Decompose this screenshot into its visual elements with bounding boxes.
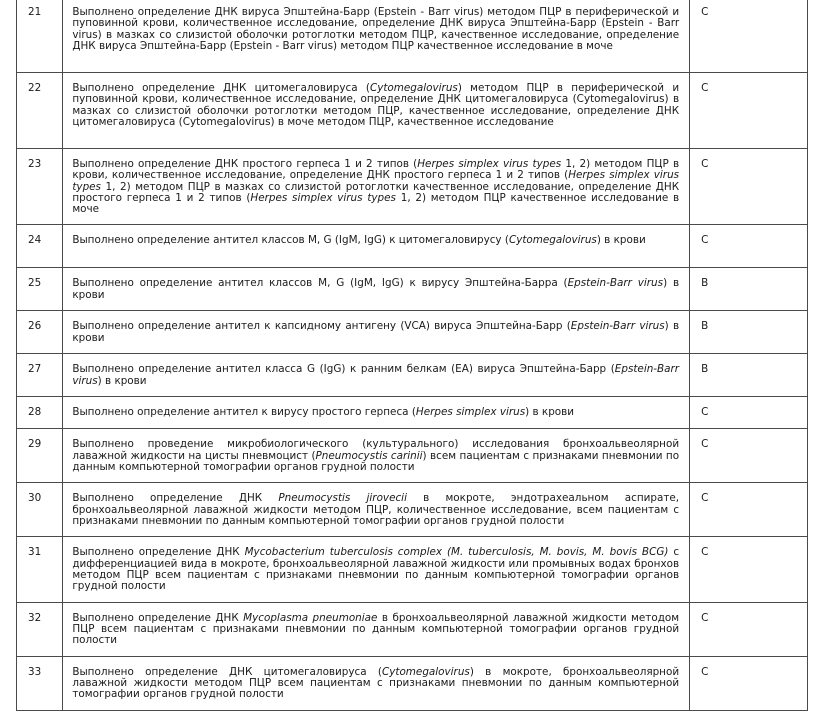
table-row xyxy=(17,656,808,710)
criterion-text-italic: Herpes simplex virus types xyxy=(417,158,562,170)
evidence-level: С xyxy=(690,656,808,710)
criterion-text-segment: ) в крови xyxy=(72,277,680,301)
row-number: 23 xyxy=(17,149,63,225)
table-row xyxy=(17,483,808,537)
criteria-table-body xyxy=(17,0,808,710)
table-row xyxy=(17,0,808,73)
criterion-text-italic: Pneumocystis carinii xyxy=(315,449,423,462)
table-row xyxy=(17,73,808,149)
criterion-text-italic: Cytomegalovirus xyxy=(381,665,470,678)
evidence-level: С xyxy=(690,149,808,225)
table-row xyxy=(17,311,808,354)
criterion-text-italic: Mycobacterium tuberculosis complex (M. tuberculosis, M. bovis, M. bovis BCG) xyxy=(244,546,669,559)
evidence-level: С xyxy=(690,225,808,268)
criterion-text-segment: 1, 2) методом ПЦР качественное исследование в моче xyxy=(72,191,680,216)
criterion-text xyxy=(63,537,690,602)
criterion-text-italic: Herpes simplex virus types xyxy=(72,169,680,193)
criterion-text-segment: Выполнено определение ДНК вируса Эпштейна-Барр (Epstein - Barr virus) методом ПЦР в периферической и пуповинной крови, количественное исследование, определение ДНК вируса Эпштейна-Барр (Epstein - Barr virus) в мазках со слизистой оболочки ротоглотки методом ПЦР, качественное исследование, определение ДНК вируса Эпштейна-Барр (Epstein - Barr virus) методом ПЦР качественное исследование в моче xyxy=(72,6,680,52)
criterion-text-segment: Выполнено определение ДНК xyxy=(72,611,244,624)
criterion-text xyxy=(63,602,690,656)
criterion-text-segment: в бронхоальвеолярной лаважной жидкости методом ПЦР всем пациентам с признаками пневмонии по данным компьютерной томографии органов грудной полости xyxy=(72,611,680,647)
criterion-text-segment: ) в крови xyxy=(97,374,147,387)
criterion-text xyxy=(63,397,690,429)
criterion-text xyxy=(63,656,690,710)
criterion-text-italic: Mycoplasma pneumoniae xyxy=(243,611,378,624)
criterion-text-segment: ) в крови xyxy=(72,320,680,344)
criterion-text-italic: Pneumocystis jirovecii xyxy=(278,492,407,505)
row-number: 31 xyxy=(17,537,63,602)
criterion-text-segment: 1, 2) методом ПЦР в крови, количественное исследование, определение ДНК простого герпеса 1 и 2 типов ( xyxy=(72,158,680,182)
row-number: 32 xyxy=(17,602,63,656)
table-row xyxy=(17,268,808,311)
evidence-level: В xyxy=(690,268,808,311)
criterion-text-segment: ) в крови xyxy=(525,406,575,419)
evidence-level: С xyxy=(690,397,808,429)
criterion-text-segment: с дифференциацией вида в мокроте, бронхоальвеолярной лаважной жидкости или промывных водах бронхов методом ПЦР всем пациентам с признаками пневмонии по данным компьютерной томографии органов грудной полости xyxy=(72,546,680,593)
criterion-text-segment: ) в мокроте, бронхоальвеолярной лаважной жидкости методом ПЦР всем пациентам с признаками пневмонии по данным компьютерной томографии органов грудной полости xyxy=(72,665,680,701)
row-number: 33 xyxy=(17,656,63,710)
row-number: 24 xyxy=(17,225,63,268)
criterion-text xyxy=(63,354,690,397)
criterion-text-segment: ) в крови xyxy=(596,234,646,247)
criterion-text-segment: Выполнено определение ДНК xyxy=(72,492,279,505)
table-row xyxy=(17,149,808,225)
evidence-level: С xyxy=(690,0,808,73)
criterion-text-italic: Epstein-Barr virus xyxy=(570,320,665,333)
row-number: 30 xyxy=(17,483,63,537)
criterion-text-segment: Выполнено определение антител класса G (IgG) к ранним белкам (EA) вируса Эпштейна-Барр ( xyxy=(72,363,615,376)
table-row xyxy=(17,354,808,397)
criterion-text xyxy=(63,311,690,354)
evidence-level: С xyxy=(690,537,808,602)
row-number: 25 xyxy=(17,268,63,311)
criterion-text-segment: Выполнено определение ДНК цитомегаловируса ( xyxy=(72,82,370,94)
criterion-text xyxy=(63,429,690,483)
table-row xyxy=(17,537,808,602)
criterion-text-italic: Epstein-Barr virus xyxy=(72,363,680,387)
criterion-text xyxy=(63,483,690,537)
row-number: 28 xyxy=(17,397,63,429)
table-row xyxy=(17,429,808,483)
criterion-text-italic: Herpes simplex virus xyxy=(415,406,526,419)
criterion-text-segment: ) методом ПЦР в периферической и пуповинной крови, количественное исследование, определение ДНК цитомегаловируса (Cytomegalovirus) в мазках со слизистой оболочки ротоглотки методом ПЦР, качественное исследование, определение ДНК цитомегаловируса (Cytomegalovirus) в моче методом ПЦР, качественное исследование xyxy=(72,82,680,128)
evidence-level: С xyxy=(690,429,808,483)
criterion-text-segment: Выполнено определение антител к капсидному антигену (VCA) вируса Эпштейна-Барр ( xyxy=(72,320,571,333)
criterion-text xyxy=(63,73,690,149)
evidence-level: В xyxy=(690,354,808,397)
criterion-text xyxy=(63,149,690,225)
table-row xyxy=(17,225,808,268)
row-number: 21 xyxy=(17,0,63,73)
evidence-level: С xyxy=(690,483,808,537)
criterion-text-segment: Выполнено определение антител к вирусу простого герпеса ( xyxy=(72,406,416,419)
criterion-text xyxy=(63,225,690,268)
criterion-text-segment: Выполнено определение антител классов M, G (IgM, IgG) к вирусу Эпштейна-Барра ( xyxy=(72,277,568,290)
criterion-text-segment: 1, 2) методом ПЦР в мазках со слизистой ротоглотки качественное исследование, определение ДНК простого герпеса 1 и 2 типов ( xyxy=(72,180,680,204)
table-row xyxy=(17,602,808,656)
quality-criteria-table xyxy=(16,0,808,711)
evidence-level: С xyxy=(690,73,808,149)
criterion-text xyxy=(63,268,690,311)
evidence-level: С xyxy=(690,602,808,656)
criterion-text-segment: Выполнено определение ДНК цитомегаловируса ( xyxy=(72,665,382,678)
row-number: 29 xyxy=(17,429,63,483)
criterion-text xyxy=(63,0,690,73)
criterion-text-italic: Cytomegalovirus xyxy=(369,82,458,94)
criterion-text-italic: Cytomegalovirus xyxy=(508,234,597,247)
criterion-text-segment: Выполнено определение ДНК xyxy=(72,546,245,559)
criterion-text-segment: ) всем пациентам с признаками пневмонии по данным компьютерной томографии органов грудной полости xyxy=(72,449,680,474)
criterion-text-segment: Выполнено определение антител классов M, G (IgM, IgG) к цитомегаловирусу ( xyxy=(72,234,509,247)
row-number: 22 xyxy=(17,73,63,149)
criteria-table-container xyxy=(16,0,808,711)
table-row xyxy=(17,397,808,429)
row-number: 26 xyxy=(17,311,63,354)
criterion-text-segment: Выполнено проведение микробиологического (культурального) исследования бронхоальвеолярной лаважной жидкости на цисты пневмоцист ( xyxy=(72,438,680,462)
criterion-text-italic: Epstein-Barr virus xyxy=(567,277,664,290)
criterion-text-italic: Herpes simplex virus types xyxy=(250,191,396,204)
criterion-text-segment: в мокроте, эндотрахеальном аспирате, бронхоальвеолярной лаважной жидкости методом ПЦР, количественное исследование, всем пациентам с признаками пневмонии по данным компьютерной томографии органов грудной полости xyxy=(72,492,680,528)
evidence-level: В xyxy=(690,311,808,354)
row-number: 27 xyxy=(17,354,63,397)
criterion-text-segment: Выполнено определение ДНК простого герпеса 1 и 2 типов ( xyxy=(72,158,418,170)
